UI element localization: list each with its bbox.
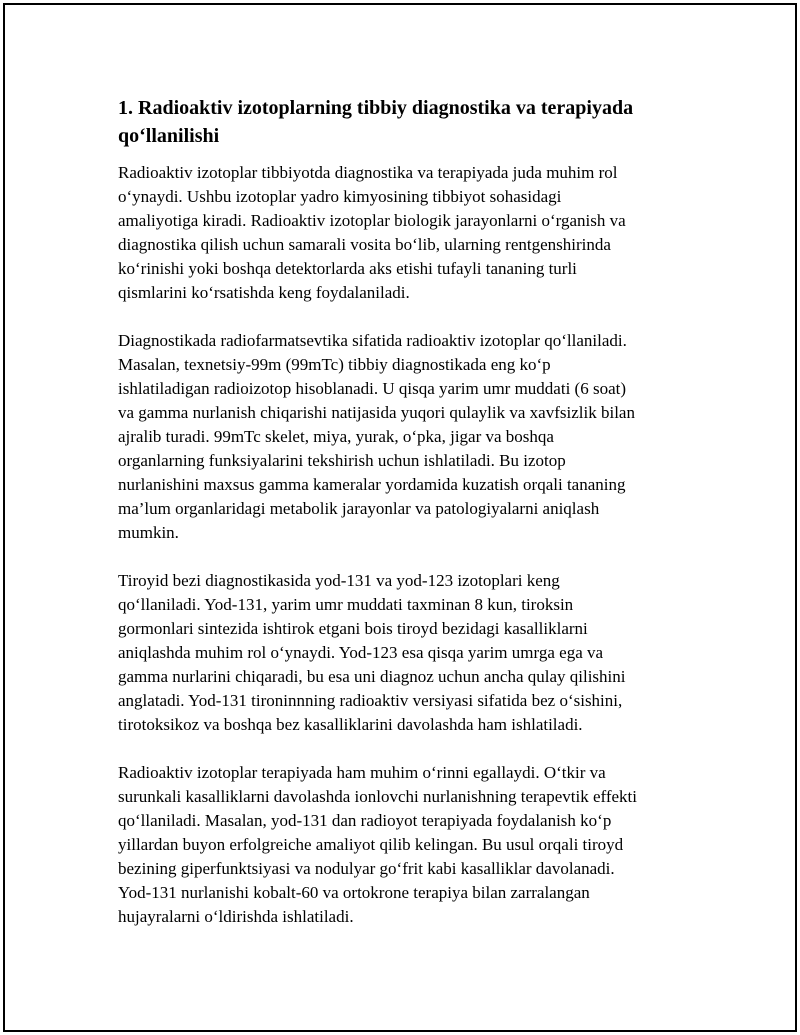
section-heading: 1. Radioaktiv izotoplarning tibbiy diagnostika va terapiyada qo‘llanilishi — [118, 97, 634, 147]
paragraph-therapy: Radioaktiv izotoplar terapiyada ham muhim o‘rinni egallaydi. O‘tkir va surunkali kasalliklarni davolashda ionlovchi nurlanishning terapevtik effekti qo‘llaniladi. Masalan, yod-131 dan radioyot terapiyada foydalanish ko‘p yillardan buyon erfolgreiche amaliyot qilib kelingan. Bu usul orqali tiroyd bezining giperfunktsiyasi va nodulyar go‘frit kabi kasalliklar davolanadi. Yod-131 nurlanishi kobalt-60 va ortokrone terapiya bilan zarralangan hujayralarni o‘ldirishda ishlatiladi. — [118, 763, 637, 926]
paragraph-thyroid: Tiroyid bezi diagnostikasida yod-131 va yod-123 izotoplari keng qo‘llaniladi. Yod-131, yarim umr muddati taxminan 8 kun, tiroksin gormonlari sintezida ishtirok etgani bois tiroyd bezidagi kasalliklarni aniqlashda muhim rol o‘ynaydi. Yod-123 esa qisqa yarim umrga ega va gamma nurlarini chiqaradi, bu esa uni diagnoz uchun ancha qulay qilishini anglatadi. Yod-131 tironinnning radioaktiv versiyasi sifatida bez o‘sishini, tirotoksikoz va boshqa bez kasalliklarini davolashda ham ishlatiladi. — [118, 571, 626, 734]
document-body — [118, 94, 688, 929]
paragraph-intro: Radioaktiv izotoplar tibbiyotda diagnostika va terapiyada juda muhim rol o‘ynaydi. Ushbu izotoplar yadro kimyosining tibbiyot sohasidagi amaliyotiga kiradi. Radioaktiv izotoplar biologik jarayonlarni o‘rganish va diagnostika qilish uchun samarali vosita bo‘lib, ularning rentgenshirinda ko‘rinishi yoki boshqa detektorlarda aks etishi tufayli tananing turli qismlarini ko‘rsatishda keng foydalaniladi. — [118, 163, 626, 302]
paragraph-diagnostics: Diagnostikada radiofarmatsevtika sifatida radioaktiv izotoplar qo‘llaniladi. Masalan, texnetsiy-99m (99mTc) tibbiy diagnostikada eng ko‘p ishlatiladigan radioizotop hisoblanadi. U qisqa yarim umr muddati (6 soat) va gamma nurlanish chiqarishi natijasida yuqori qulaylik va xavfsizlik bilan ajralib turadi. 99mTc skelet, miya, yurak, o‘pka, jigar va boshqa organlarning funksiyalarini tekshirish uchun ishlatiladi. Bu izotop nurlanishini maxsus gamma kameralar yordamida kuzatish orqali tananing ma’lum organlaridagi metabolik jarayonlar va patologiyalarni aniqlash mumkin. — [118, 331, 635, 542]
